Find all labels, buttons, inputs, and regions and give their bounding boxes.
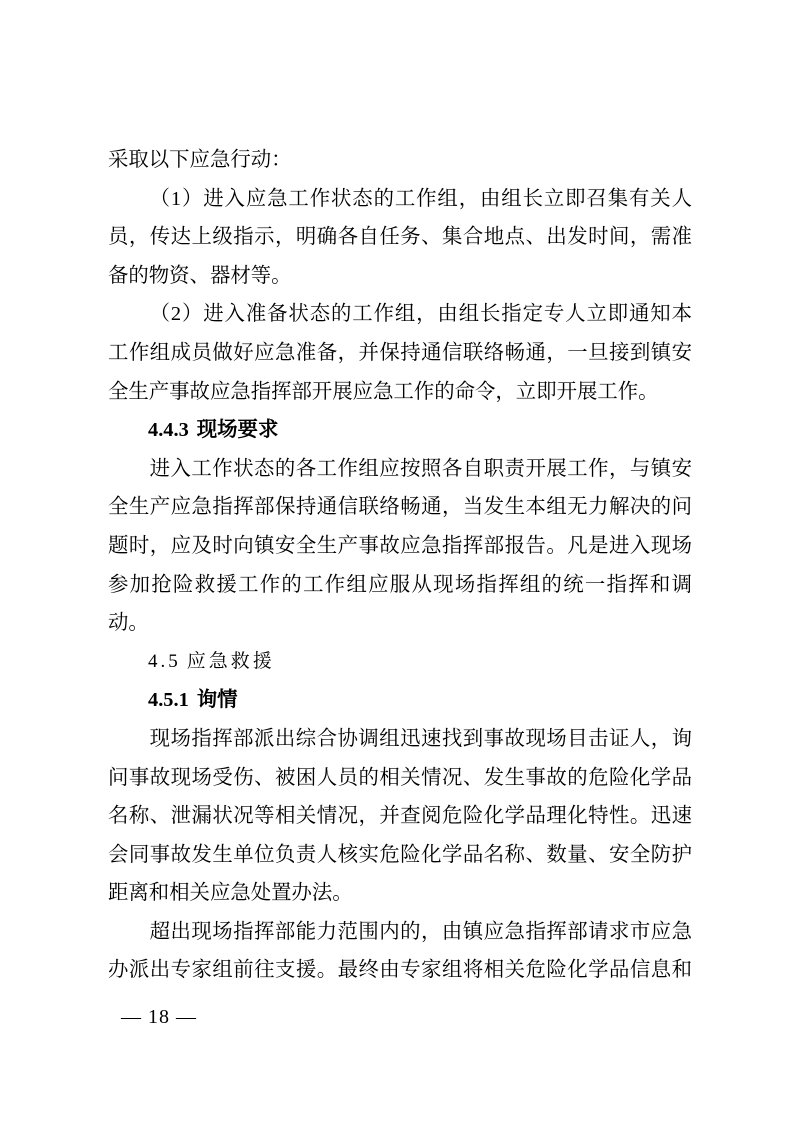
paragraph-line: （1）进入应急工作状态的工作组，由组长立即召集有关人 xyxy=(149,187,692,210)
heading-number: 4.5.1 xyxy=(148,689,189,712)
paragraph-line: 全生产应急指挥部保持通信联络畅通，当发生本组无力解决的问 xyxy=(108,496,692,519)
paragraph-line: 进入工作状态的各工作组应按照各自职责开展工作，与镇安 xyxy=(149,457,692,480)
section-4-5 xyxy=(108,643,692,682)
item-2-paragraph xyxy=(108,295,692,411)
item-1-paragraph xyxy=(108,180,692,296)
paragraph-line: 问事故现场受伤、被困人员的相关情况、发生事故的危险化学品 xyxy=(108,766,692,789)
paragraph-line: 动。 xyxy=(108,612,149,635)
paragraph-line: 员，传达上级指示，明确各自任务、集合地点、出发时间，需准 xyxy=(108,226,692,249)
heading-title: 现场要求 xyxy=(196,419,279,442)
section-number: 4.5 xyxy=(148,650,181,672)
paragraph-line: 会同事故发生单位负责人核实危险化学品名称、数量、安全防护 xyxy=(108,843,692,866)
heading-number: 4.4.3 xyxy=(148,419,189,442)
paragraph-line: 采取以下应急行动： xyxy=(108,149,292,171)
section-title: 应急救援 xyxy=(186,650,275,672)
paragraph-line: 全生产事故应急指挥部开展应急工作的命令，立即开展工作。 xyxy=(108,380,659,403)
paragraph-line: 办派出专家组前往支援。最终由专家组将相关危险化学品信息和 xyxy=(108,959,692,982)
paragraph-line: 备的物资、器材等。 xyxy=(108,264,292,287)
body-text xyxy=(108,141,692,990)
paragraph-line: 超出现场指挥部能力范围内的，由镇应急指挥部请求市应急 xyxy=(149,920,692,943)
heading-4-4-3 xyxy=(108,411,692,450)
heading-title: 询情 xyxy=(196,689,238,712)
paragraph-line: 名称、泄漏状况等相关情况，并查阅危险化学品理化特性。迅速 xyxy=(108,805,692,828)
expert-support-paragraph xyxy=(108,913,692,990)
paragraph-line: 距离和相关应急处置办法。 xyxy=(108,882,353,905)
site-requirements-paragraph xyxy=(108,450,692,643)
paragraph-line: 参加抢险救援工作的工作组应服从现场指挥组的统一指挥和调 xyxy=(108,573,692,596)
paragraph-line: 现场指挥部派出综合协调组迅速找到事故现场目击证人，询 xyxy=(149,727,692,750)
paragraph-line: 工作组成员做好应急准备，并保持通信联络畅通，一旦接到镇安 xyxy=(108,341,692,364)
page-number: — 18 — xyxy=(121,1006,197,1028)
continued-paragraph xyxy=(108,141,692,180)
heading-4-5-1 xyxy=(108,681,692,720)
paragraph-line: 题时，应及时向镇安全生产事故应急指挥部报告。凡是进入现场 xyxy=(108,534,692,557)
inquiry-paragraph xyxy=(108,720,692,913)
paragraph-line: （2）进入准备状态的工作组，由组长指定专人立即通知本 xyxy=(149,303,692,326)
